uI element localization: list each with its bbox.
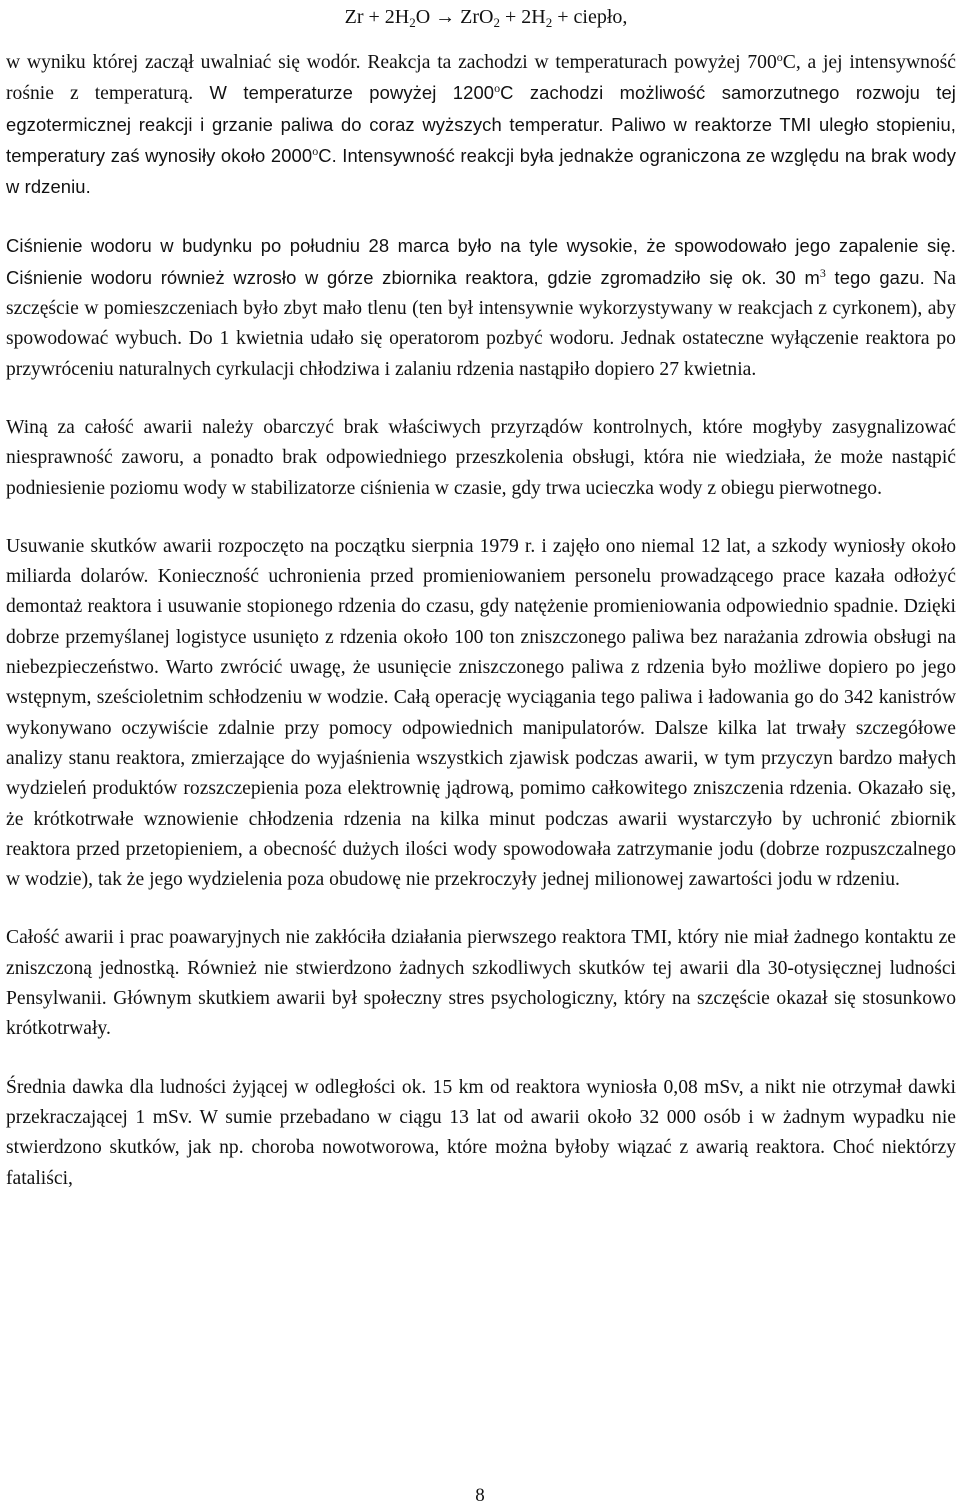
document-page <box>6 0 956 1222</box>
superscript: 3 <box>819 265 826 280</box>
paragraph-consequences: Całość awarii i prac poawaryjnych nie zakłóciła działania pierwszego reaktora TMI, który nie miał żadnego kontaktu ze zniszczoną jednostką. Również nie stwierdzono żadnych szkodliwych skutków tej awarii dla 30-otysięcznej ludności Pensylwanii. Głównym skutkiem awarii był społeczny stres psychologiczny, który na szczęście okazał się stosunkowo krótkotrwały. <box>6 927 956 1040</box>
page-number: 8 <box>475 1485 485 1506</box>
paragraph-cleanup: Usuwanie skutków awarii rozpoczęto na początku sierpnia 1979 r. i zajęło ono niemal 12 lat, a szkody wyniosły około miliarda dolarów. Konieczność uchronienia przed promieniowaniem personelu prowadzącego prace kazała odłożyć demontaż reaktora i usuwanie stopionego rdzenia do czasu, gdy natężenie promieniowania odpowiednio spadnie. Dzięki dobrze przemyślanej logistyce usunięto z rdzenia około 100 ton zniszczonego paliwa bez narażania zdrowia obsługi na niebezpieczeństwo. Warto zwrócić uwagę, że usunięcie zniszczonego paliwa z rdzenia było możliwe dopiero po jego wstępnym, sześcioletnim schłodzeniu w wodzie. Całą operację wyciągania tego paliwa i ładowania go do 342 kanistrów wykonywano oczywiście zdalnie przy pomocy odpowiednich manipulatorów. Dalsze kilka lat trwały szczegółowe analizy stanu reaktora, zmierzające do wyjaśnienia wszystkich zjawisk podczas awarii, w tym przyczyn bardzo małych wydzieleń produktów rozszczepienia poza elektrownię jądrową, pomimo całkowitego zniszczenia rdzenia. Okazało się, że krótkotrwałe wznowienie chłodzenia rdzenia na kilka minut podczas awarii wystarczyło by uchronić zbiornik reaktora przed przetopieniem, a obecność dużych ilości wody spowodowała zatrzymanie jodu (dobrze rozpuszczalnego w wodzie), tak że jego wydzielenia poza obudowę nie przekroczyły jednej milionowej zawartości jodu w rdzeniu. <box>6 535 956 891</box>
equation-part: Zr + 2H <box>344 6 410 28</box>
equation-subscript: 2 <box>409 15 416 30</box>
equation-part: + 2H <box>500 6 546 28</box>
equation-part: O <box>415 6 431 28</box>
equation-part: ZrO <box>455 6 494 28</box>
superscript: o <box>776 50 783 64</box>
paragraph-dose: Średnia dawka dla ludności żyjącej w odległości ok. 15 km od reaktora wyniosła 0,08 mSv, a nikt nie otrzymał dawki przekraczającej 1 mSv. W sumie przebadano w ciągu 13 lat od awarii około 32 000 osób i w żadnym wypadku nie stwierdzono skutków, jak np. choroba nowotworowa, które można byłoby wiązać z awarią reaktora. Choć niektórzy fataliści, <box>6 1076 956 1189</box>
right-arrow-icon: → <box>435 6 456 28</box>
equation-subscript: 2 <box>493 15 500 30</box>
superscript: o <box>494 81 501 96</box>
paragraph-hydrogen-pressure: Ciśnienie wodoru w budynku po południu 28 marca było na tyle wysokie, że spowodowało jego zapalenie się. Ciśnienie wodoru również wzrosło w górze zbiornika reaktora, gdzie zgromadziło się ok. 30 $m^3$ tego gazu. Na szczęście w pomieszczeniach było zbyt mało tlenu (ten był intensywnie wykorzystywany w reakcjach z cyrkonem), aby spowodować wybuch. Do 1 kwietnia udało się operatorom pozbyć wodoru. Jednak ostateczne wyłączenie reaktora po przywróceniu naturalnych cyrkulacji chłodziwa i zalaniu rdzenia nastąpiło dopiero 27 kwietnia. <box>6 235 956 380</box>
equation-part: + ciepło, <box>552 6 628 28</box>
chemical-equation <box>6 0 956 34</box>
superscript: o <box>312 143 319 158</box>
paragraph-causes: Winą za całość awarii należy obarczyć brak właściwych przyrządów kontrolnych, które mogłyby zasygnalizować niesprawność zaworu, a ponadto brak odpowiedniego przeszkolenia obsługi, która nie wiedziała, że może nastąpić podniesienie poziomu wody w stabilizatorze ciśnienia w czasie, gdy trwa ucieczka wody z obiegu pierwotnego. <box>6 416 956 499</box>
paragraph-hydrogen-reaction: w wyniku której zaczął uwalniać się wodór. Reakcja ta zachodzi w temperaturach powyżej 700$^o$C, a jej intensywność rośnie z temperaturą. W temperaturze powyżej 1200$^o$C zachodzi możliwość samorzutnego rozwoju tej egzotermicznej reakcji i grzanie paliwa do coraz wyższych temperatur. Paliwo w reaktorze TMI uległo stopieniu, temperatury zaś wynosiły około 2000$^o$C. Intensywność reakcji była jednakże ograniczona ze względu na brak wody w rdzeniu. <box>6 50 957 198</box>
equation-subscript: 2 <box>545 15 553 30</box>
